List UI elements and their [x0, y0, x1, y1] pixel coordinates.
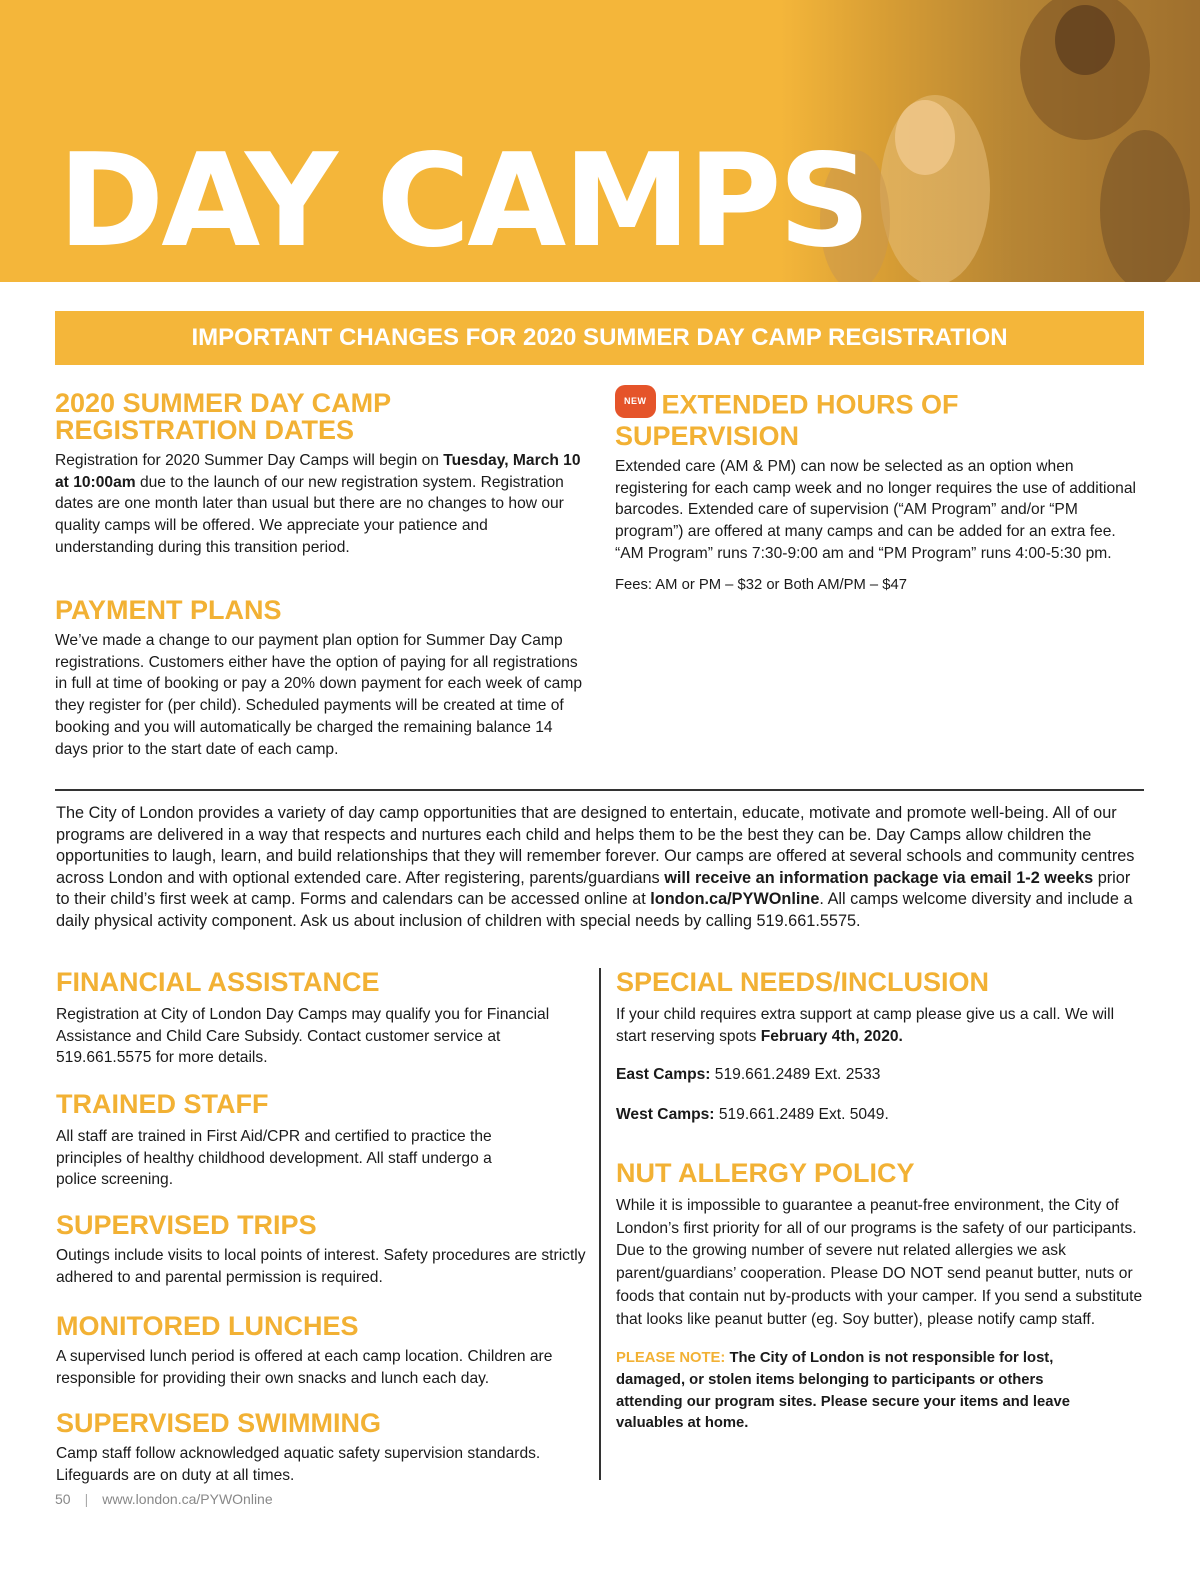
east-camps-label: East Camps: — [616, 1066, 711, 1084]
section-text: All staff are trained in First Aid/CPR and certified to practice the principles of healthy childhood development. All staff undergo a police screening. — [56, 1128, 492, 1189]
heading-line: SUPERVISION — [615, 421, 800, 451]
section-heading — [55, 390, 585, 444]
section-heading: FINANCIAL ASSISTANCE — [56, 967, 380, 997]
heading-line: 2020 SUMMER DAY CAMP — [55, 388, 392, 418]
page-number: 50 — [55, 1491, 71, 1507]
website-link[interactable]: london.ca/PYWOnline — [650, 890, 820, 909]
note-text: The City of London is not responsible for lost, damaged, or stolen items belonging to participants or others attending our program sites. Please secure your items and leave valuables at home. — [616, 1350, 1070, 1432]
payment-plans-section — [55, 597, 585, 760]
text-span: . All camps welcome diversity and include a daily physical activity component. Ask us about inclusion of children with special needs by calling 519.661.5575. — [56, 890, 1133, 930]
section-text — [616, 1004, 1146, 1047]
reservation-date-highlight: February 4th, 2020. — [760, 1027, 903, 1045]
section-text: A supervised lunch period is offered at each camp location. Children are responsible for providing their own snacks and lunch each day. — [56, 1348, 553, 1387]
special-needs-section — [616, 969, 1146, 1126]
section-text — [55, 450, 585, 559]
text-span: Registration for 2020 Summer Day Camps will begin on — [55, 452, 444, 469]
extended-hours-section — [615, 390, 1145, 596]
footer-separator: | — [84, 1491, 89, 1507]
section-heading: SPECIAL NEEDS/INCLUSION — [616, 967, 990, 997]
please-note — [616, 1348, 1086, 1435]
horizontal-divider — [55, 789, 1144, 791]
east-camps-phone: 519.661.2489 Ext. 2533 — [710, 1066, 881, 1084]
vertical-divider — [599, 968, 601, 1480]
intro-paragraph — [56, 803, 1142, 933]
section-text: Registration at City of London Day Camps may qualify you for Financial Assistance and Child Care Subsidy. Contact customer service at 519.661.5575 for more details. — [56, 1006, 550, 1067]
page-footer — [55, 1491, 273, 1507]
section-heading: PAYMENT PLANS — [55, 595, 282, 625]
text-span: due to the launch of our new registration system. Registration dates are one month later than usual but there are no changes to how our quality camps will be offered. We appreciate your patience and understanding during this transition period. — [55, 473, 564, 556]
west-camps-label: West Camps: — [616, 1106, 715, 1124]
section-heading: SUPERVISED TRIPS — [56, 1210, 317, 1240]
text-span: The City of London provides a variety of day camp opportunities that are designed to entertain, educate, motivate and promote well-being. All of our programs are delivered in a way that respects and nurtures each child and helps them to be the best they can be. Day Camps allow children the opportunities to laugh, learn, and build relationships that they will remember forever. Our camps are offered at several schools and community centres across London and with optional extended care. After registering, parents/guardians — [56, 804, 1135, 887]
west-camps-contact — [616, 1104, 1146, 1126]
section-heading: NUT ALLERGY POLICY — [616, 1158, 915, 1188]
section-text: Outings include visits to local points of interest. Safety procedures are strictly adhered to and parental permission is required. — [56, 1247, 586, 1286]
text-span: If your child requires extra support at camp please give us a call. We will start reserving spots — [616, 1006, 1115, 1045]
section-text: Extended care (AM & PM) can now be selected as an option when registering for each camp week and no longer requires the use of additional barcodes. Extended care of supervision (“AM Program” and/or “PM program”) are offered at many camps and can be added for an extra fee. “AM Program” runs 7:30-9:00 am and “PM Program” runs 4:00-5:30 pm. — [615, 458, 1136, 562]
important-changes-banner: IMPORTANT CHANGES FOR 2020 SUMMER DAY CAMP REGISTRATION — [55, 311, 1144, 365]
financial-assistance-section — [56, 969, 576, 1069]
hero-banner — [0, 0, 1200, 282]
page-title: DAY CAMPS — [58, 127, 868, 276]
text-span: prior to their child’s first week at camp. Forms and calendars can be accessed online at — [56, 868, 1131, 909]
west-camps-phone: 519.661.2489 Ext. 5049. — [714, 1106, 889, 1124]
registration-date-highlight: Tuesday, March 10 at 10:00am — [55, 452, 581, 491]
fees-text: Fees: AM or PM – $32 or Both AM/PM – $47 — [615, 576, 907, 593]
section-text: We’ve made a change to our payment plan option for Summer Day Camp registrations. Customers either have the option of paying for all registrations in full at time of booking or pay a 20% down payment for each week of camp they register for (per child). Scheduled payments will be created at time of booking and you will automatically be charged the remaining balance 14 days prior to the start date of each camp. — [55, 632, 583, 758]
section-heading — [615, 390, 1145, 450]
supervised-swimming-section — [56, 1410, 556, 1486]
trained-staff-section — [56, 1091, 531, 1191]
footer-url[interactable]: www.london.ca/PYWOnline — [102, 1491, 273, 1507]
heading-line: REGISTRATION DATES — [55, 415, 355, 445]
section-heading: TRAINED STAFF — [56, 1089, 269, 1119]
new-badge: NEW — [615, 385, 656, 418]
section-heading: SUPERVISED SWIMMING — [56, 1408, 382, 1438]
section-text: Camp staff follow acknowledged aquatic safety supervision standards. Lifeguards are on duty at all times. — [56, 1445, 541, 1484]
nut-allergy-section — [616, 1160, 1146, 1435]
heading-line: EXTENDED HOURS OF — [661, 389, 959, 420]
monitored-lunches-section — [56, 1313, 586, 1389]
info-package-highlight: will receive an information package via email 1-2 weeks — [664, 868, 1094, 887]
note-label: PLEASE NOTE: — [616, 1350, 726, 1367]
section-text: While it is impossible to guarantee a peanut-free environment, the City of London’s first priority for all of our programs is the safety of our participants. Due to the growing number of severe nut related allergies we ask parent/guardians’ cooperation. Please DO NOT send peanut butter, nuts or foods that contain nut by-products with your camper. If you send a substitute that looks like peanut butter (eg. Soy butter), please notify camp staff. — [616, 1197, 1143, 1328]
supervised-trips-section — [56, 1212, 586, 1288]
east-camps-contact — [616, 1064, 1146, 1086]
registration-dates-section — [55, 390, 585, 559]
section-heading: MONITORED LUNCHES — [56, 1311, 359, 1341]
